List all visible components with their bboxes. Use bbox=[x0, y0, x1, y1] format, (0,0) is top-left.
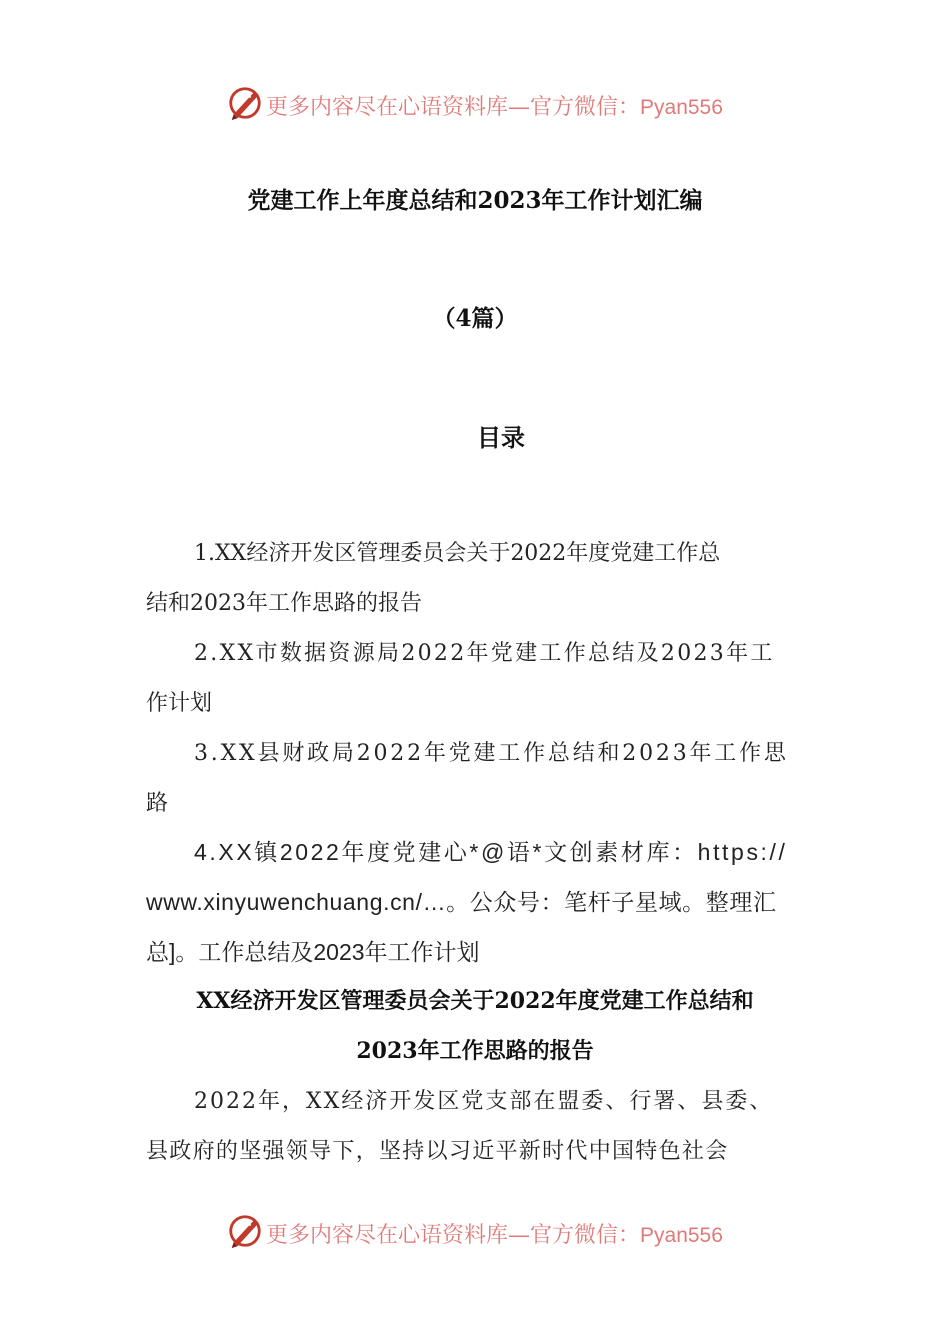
toc-item-3-line-1: 3.XX县财政局2022年党建工作总结和2023年工作思 bbox=[194, 741, 789, 766]
toc-item-1-line-1: 1.XX经济开发区管理委员会关于2022年度党建工作总 bbox=[194, 541, 721, 566]
watermark-text: 更多内容尽在心语资料库—官方微信： bbox=[266, 1223, 641, 1248]
document-count: （4篇） bbox=[432, 305, 518, 332]
toc-item-1-line-2: 结和2023年工作思路的报告 bbox=[146, 591, 422, 616]
section-title-line-2: 2023年工作思路的报告 bbox=[356, 1038, 594, 1064]
toc-item-4-line-3: 总]。工作总结及2023年工作计划 bbox=[146, 939, 480, 965]
toc-item-2-line-1: 2.XX市数据资源局2022年党建工作总结及2023年工 bbox=[194, 641, 775, 666]
body-line-1: 2022年，XX经济开发区党支部在盟委、行署、县委、 bbox=[194, 1089, 774, 1114]
toc-item-3-line-2: 路 bbox=[146, 791, 169, 816]
watermark-handle: Pyan556 bbox=[640, 1224, 723, 1247]
body-line-2: 县政府的坚强领导下，坚持以习近平新时代中国特色社会 bbox=[146, 1139, 729, 1164]
document-title: 党建工作上年度总结和2023年工作计划汇编 bbox=[247, 187, 703, 214]
watermark-handle: Pyan556 bbox=[640, 96, 723, 119]
pen-logo-icon bbox=[226, 1212, 264, 1250]
pen-logo-icon bbox=[226, 84, 264, 122]
watermark-header bbox=[0, 82, 950, 126]
watermark-text: 更多内容尽在心语资料库—官方微信： bbox=[266, 95, 641, 120]
watermark-footer bbox=[0, 1210, 950, 1254]
toc-item-2-line-2: 作计划 bbox=[146, 691, 213, 716]
toc-item-4-line-1: 4.XX镇2022年度党建心*@语*文创素材库：https:// bbox=[194, 839, 788, 865]
section-title-line-1: XX经济开发区管理委员会关于2022年度党建工作总结和 bbox=[196, 988, 754, 1014]
toc-heading: 目录 bbox=[477, 423, 525, 452]
toc-item-4-line-2: www.xinyuwenchuang.cn/…。公众号：笔杆子星域。整理汇 bbox=[146, 889, 777, 915]
